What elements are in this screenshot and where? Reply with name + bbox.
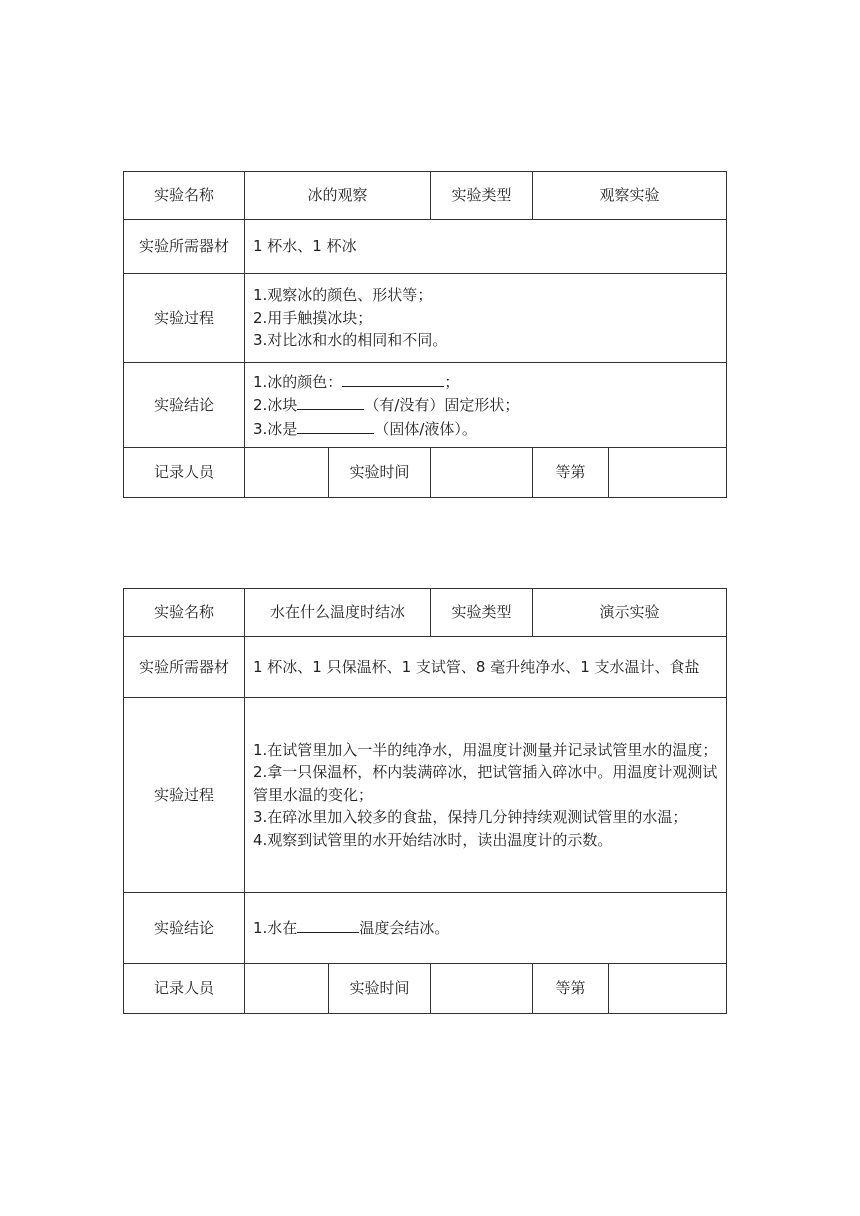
fill-in-blank[interactable] (342, 370, 444, 387)
experiment-table-freezing-temperature (123, 588, 727, 1014)
experiment-type-value: 演示实验 (533, 589, 727, 637)
grade-label: 等第 (533, 964, 609, 1014)
equipment-value: 1 杯冰、1 只保温杯、1 支试管、8 毫升纯净水、1 支水温计、食盐 (245, 637, 727, 698)
equipment-value: 1 杯水、1 杯冰 (245, 220, 727, 274)
experiment-name-label: 实验名称 (124, 172, 245, 220)
process-label: 实验过程 (124, 274, 245, 363)
process-label: 实验过程 (124, 698, 245, 893)
process-step: 1.在试管里加入一半的纯净水，用温度计测量并记录试管里水的温度； (253, 740, 718, 759)
time-label: 实验时间 (329, 964, 431, 1014)
conclusion-label: 实验结论 (124, 363, 245, 448)
recorder-label: 记录人员 (124, 448, 245, 498)
experiment-type-value: 观察实验 (533, 172, 727, 220)
recorder-label: 记录人员 (124, 964, 245, 1014)
conclusion-content (245, 363, 727, 448)
conclusion-line-temperature: 1.水在 温度会结冰。 (253, 916, 718, 940)
fill-in-blank[interactable] (297, 393, 364, 410)
equipment-label: 实验所需器材 (124, 637, 245, 698)
fill-in-blank[interactable] (297, 916, 359, 933)
process-step: 3.在碎冰里加入较多的食盐，保持几分钟持续观测试管里的水温； (253, 808, 688, 827)
conclusion-content (245, 893, 727, 964)
process-steps (245, 698, 727, 893)
conclusion-line-shape: 2.冰块 （有/没有）固定形状； (253, 393, 718, 417)
experiment-table-ice-observation (123, 171, 727, 498)
experiment-name-value: 水在什么温度时结冰 (245, 589, 431, 637)
conclusion-label: 实验结论 (124, 893, 245, 964)
process-step: 4.观察到试管里的水开始结冰时，读出温度计的示数。 (253, 830, 613, 849)
time-value[interactable] (431, 964, 533, 1014)
equipment-label: 实验所需器材 (124, 220, 245, 274)
experiment-type-label: 实验类型 (431, 172, 533, 220)
fill-in-blank[interactable] (297, 417, 374, 434)
grade-value[interactable] (609, 448, 727, 498)
process-step: 2.拿一只保温杯，杯内装满碎冰，把试管插入碎冰中。用温度计观测试管里水温的变化； (253, 763, 718, 804)
time-value[interactable] (431, 448, 533, 498)
conclusion-line-state: 3.冰是 （固体/液体）。 (253, 417, 718, 441)
grade-label: 等第 (533, 448, 609, 498)
experiment-type-label: 实验类型 (431, 589, 533, 637)
recorder-value[interactable] (245, 964, 329, 1014)
process-step: 2.用手触摸冰块； (253, 308, 373, 327)
experiment-name-value: 冰的观察 (245, 172, 431, 220)
time-label: 实验时间 (329, 448, 431, 498)
process-step: 3.对比冰和水的相同和不同。 (253, 331, 448, 350)
conclusion-line-color: 1.冰的颜色： ； (253, 370, 718, 394)
process-step: 1.观察冰的颜色、形状等； (253, 286, 433, 305)
process-steps (245, 274, 727, 363)
recorder-value[interactable] (245, 448, 329, 498)
grade-value[interactable] (609, 964, 727, 1014)
experiment-name-label: 实验名称 (124, 589, 245, 637)
